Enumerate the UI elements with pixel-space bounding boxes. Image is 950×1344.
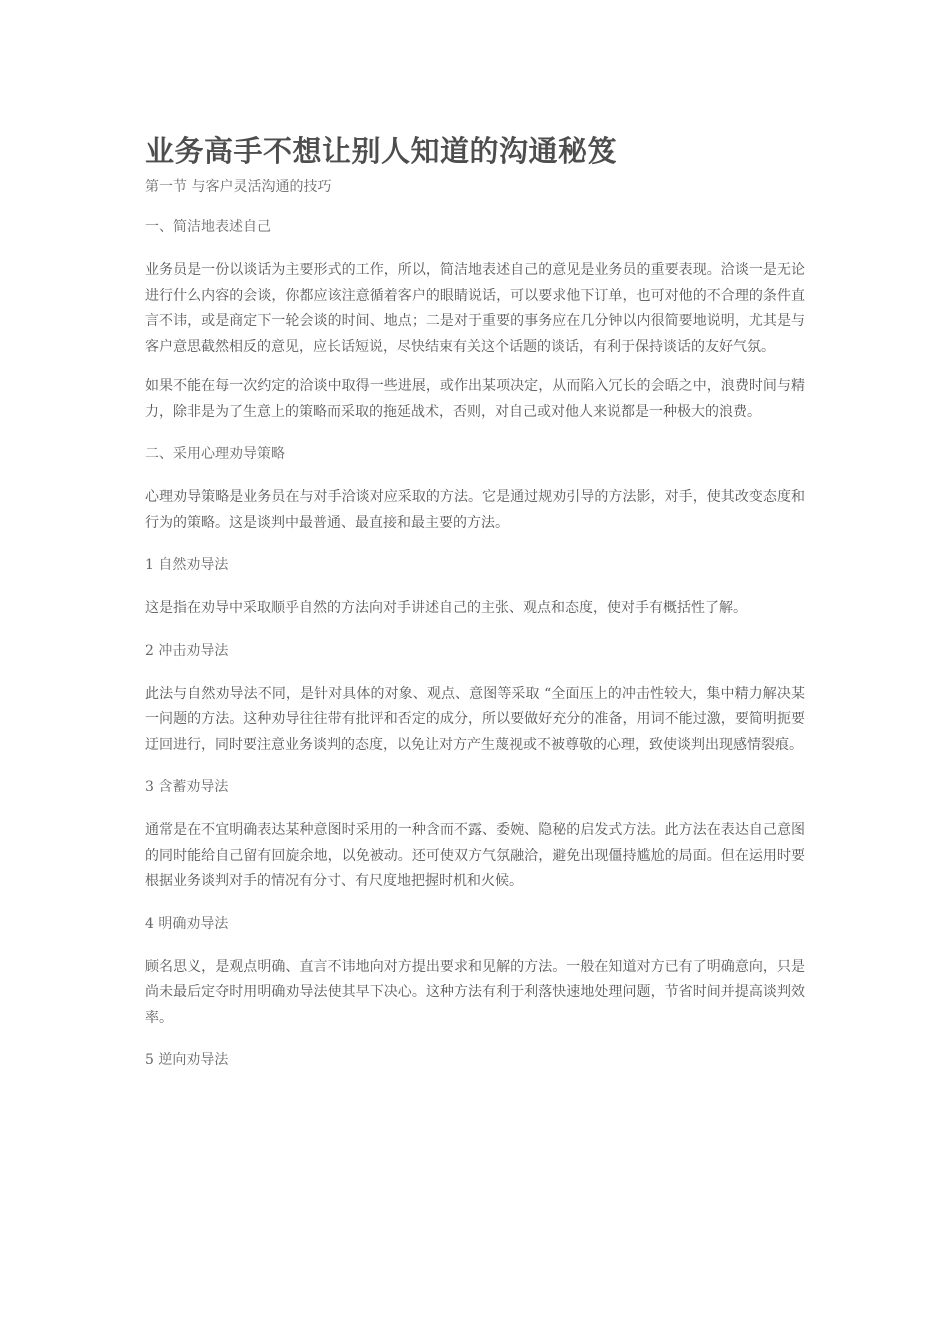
paragraph: 如果不能在每一次约定的洽谈中取得一些进展，或作出某项决定，从而陷入冗长的会晤之中，浪费时间与精力，除非是为了生意上的策略而采取的拖延战术，否则，对自己或对他人来说都是一种极大的浪费。: [145, 378, 805, 420]
paragraph: 这是指在劝导中采取顺乎自然的方法向对手讲述自己的主张、观点和态度，使对手有概括性了解。: [145, 600, 747, 616]
section-heading: 2 冲击劝导法: [145, 642, 229, 659]
section-heading: 1 自然劝导法: [145, 557, 229, 573]
paragraph: 通常是在不宜明确表达某种意图时采用的一种含而不露、委婉、隐秘的启发式方法。此方法在表达自己意图的同时能给自己留有回旋余地，以免被动。还可使双方气氛融洽，避免出现僵持尴尬的局面。但在运用时要根据业务谈判对手的情况有分寸、有尺度地把握时机和火候。: [145, 822, 805, 889]
paragraph: 顾名思义，是观点明确、直言不讳地向对方提出要求和见解的方法。一般在知道对方已有了明确意向，只是尚未最后定夺时用明确劝导法使其早下决心。这种方法有利于利落快速地处理问题，节省时间并提高谈判效率。: [145, 958, 805, 1026]
document-title: 业务高手不想让别人知道的沟通秘笈: [145, 134, 618, 168]
paragraph: 心理劝导策略是业务员在与对手洽谈对应采取的方法。它是通过规劝引导的方法影，对手，使其改变态度和行为的策略。这是谈判中最普通、最直接和最主要的方法。: [145, 489, 805, 531]
section-heading: 一、简洁地表述自己: [145, 219, 271, 235]
section-heading: 二、采用心理劝导策略: [145, 446, 285, 462]
section-heading: 4 明确劝导法: [145, 915, 229, 932]
document-subtitle: 第一节 与客户灵活沟通的技巧: [145, 179, 332, 195]
paragraph: 业务员是一份以谈话为主要形式的工作，所以，简洁地表述自己的意见是业务员的重要表现。洽谈一是无论进行什么内容的会谈，你都应该注意循着客户的眼睛说话，可以要求他下订单，也可对他的不合理的条件直言不讳，或是商定下一轮会谈的时间、地点；二是对于重要的事务应在几分钟以内很简要地说明，尤其是与客户意思截然相反的意见，应长话短说，尽快结束有关这个话题的谈话，有利于保持谈话的友好气氛。: [145, 262, 805, 355]
section-heading: 5 逆向劝导法: [145, 1052, 229, 1068]
document-page: [145, 128, 805, 1071]
paragraph: 此法与自然劝导法不同，是针对具体的对象、观点、意图等采取 “全面压上的冲击性较大，集中精力解决某一问题的方法。这种劝导往往带有批评和否定的成分，所以要做好充分的准备，用词不能过激，要简明扼要迂回进行，同时要注意业务谈判的态度，以免让对方产生蔑视或不被尊敬的心理，致使谈判出现感情裂痕。: [145, 685, 805, 753]
section-heading: 3 含蓄劝导法: [145, 779, 229, 795]
